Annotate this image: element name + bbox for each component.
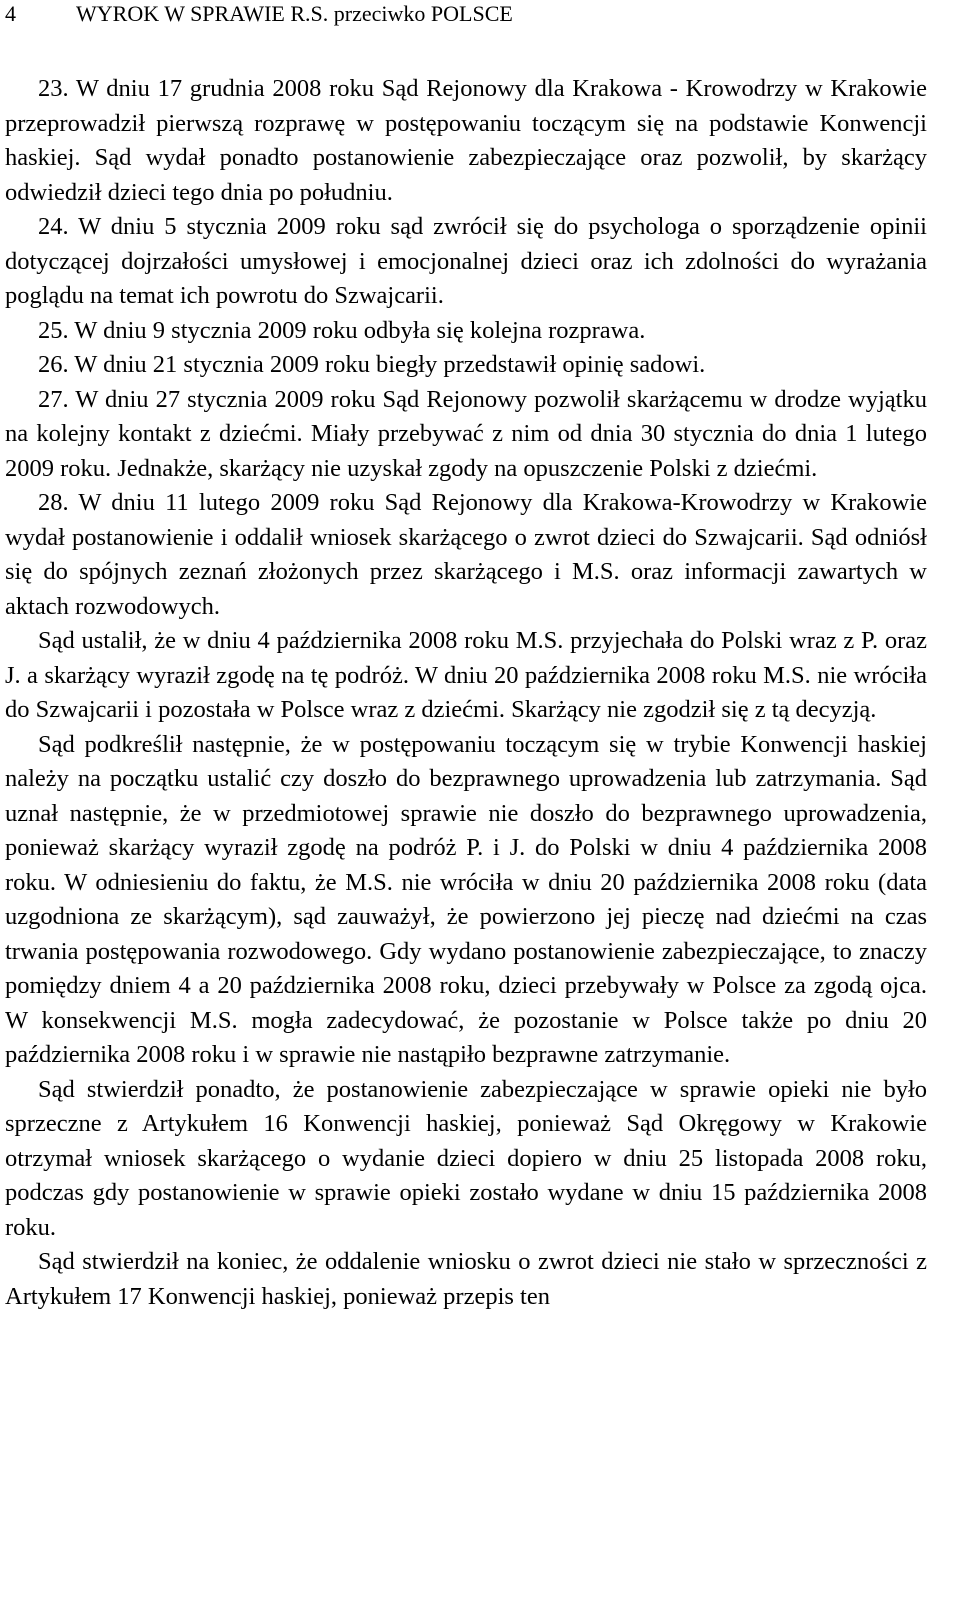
page-number: 4 (5, 1, 16, 26)
paragraph-23: 23. W dniu 17 grudnia 2008 roku Sąd Rejonowy dla Krakowa - Krowodrzy w Krakowie przeprowadził pierwszą rozprawę w postępowaniu toczącym się na podstawie Konwencji haskiej. Sąd wydał ponadto postanowienie zabezpieczające oraz pozwolił, by skarżący odwiedził dzieci tego dnia po południu. (5, 75, 927, 206)
page-header (5, 0, 513, 28)
paragraph-25: 25. W dniu 9 stycznia 2009 roku odbyła się kolejna rozprawa. (38, 316, 646, 344)
paragraph-28: 28. W dniu 11 lutego 2009 roku Sąd Rejonowy dla Krakowa-Krowodrzy w Krakowie wydał postanowienie i oddalił wniosek skarżącego o zwrot dzieci do Szwajcarii. Sąd odniósł się do spójnych zeznań złożonych przez skarżącego i M.S. oraz informacji zawartych w aktach rozwodowych. (5, 489, 927, 620)
running-title: WYROK W SPRAWIE R.S. przeciwko POLSCE (76, 1, 513, 26)
document-body (5, 72, 927, 1314)
paragraph-article-16: Sąd stwierdził ponadto, że postanowienie zabezpieczające w sprawie opieki nie było sprzeczne z Artykułem 16 Konwencji haskiej, ponieważ Sąd Okręgowy w Krakowie otrzymał wniosek skarżącego o wydanie dzieci dopiero w dniu 25 listopada 2008 roku, podczas gdy postanowienie w sprawie opieki zostało wydane w dniu 15 października 2008 roku. (5, 1075, 927, 1241)
paragraph-court-reasoning: Sąd podkreślił następnie, że w postępowaniu toczącym się w trybie Konwencji haskiej należy na początku ustalić czy doszło do bezprawnego uprowadzenia lub zatrzymania. Sąd uznał następnie, że w przedmiotowej sprawie nie doszło do bezprawnego uprowadzenia, ponieważ skarżący wyraził zgodę na podróż P. i J. do Polski w dniu 4 października 2008 roku. W odniesieniu do faktu, że M.S. nie wróciła w dniu 20 października 2008 roku (data uzgodniona ze skarżącym), sąd zauważył, że powierzono jej pieczę nad dziećmi na czas trwania postępowania rozwodowego. Gdy wydano postanowienie zabezpieczające, to znaczy pomiędzy dniem 4 a 20 października 2008 roku, dzieci przebywały w Polsce za zgodą ojca. W konsekwencji M.S. mogła zadecydować, że pozostanie w Polsce także po dniu 20 października 2008 roku i w sprawie nie nastąpiło bezprawne zatrzymanie. (5, 730, 927, 1068)
paragraph-26: 26. W dniu 21 stycznia 2009 roku biegły przedstawił opinię sadowi. (38, 351, 706, 378)
paragraph-24: 24. W dniu 5 stycznia 2009 roku sąd zwrócił się do psychologa o sporządzenie opinii dotyczącej dojrzałości umysłowej i emocjonalnej dzieci oraz ich zdolności do wyrażania poglądu na temat ich powrotu do Szwajcarii. (5, 213, 927, 309)
paragraph-article-17: Sąd stwierdził na koniec, że oddalenie wniosku o zwrot dzieci nie stało w sprzeczności z Artykułem 17 Konwencji haskiej, ponieważ przepis ten (5, 1248, 927, 1310)
paragraph-27: 27. W dniu 27 stycznia 2009 roku Sąd Rejonowy pozwolił skarżącemu w drodze wyjątku na kolejny kontakt z dziećmi. Miały przebywać z nim od dnia 30 stycznia do dnia 1 lutego 2009 roku. Jednakże, skarżący nie uzyskał zgody na opuszczenie Polski z dziećmi. (5, 385, 927, 482)
paragraph-court-findings: Sąd ustalił, że w dniu 4 października 2008 roku M.S. przyjechała do Polski wraz z P. oraz J. a skarżący wyraził zgodę na tę podróż. W dniu 20 października 2008 roku M.S. nie wróciła do Szwajcarii i pozostała w Polsce wraz z dziećmi. Skarżący nie zgodził się z tą decyzją. (5, 627, 927, 723)
